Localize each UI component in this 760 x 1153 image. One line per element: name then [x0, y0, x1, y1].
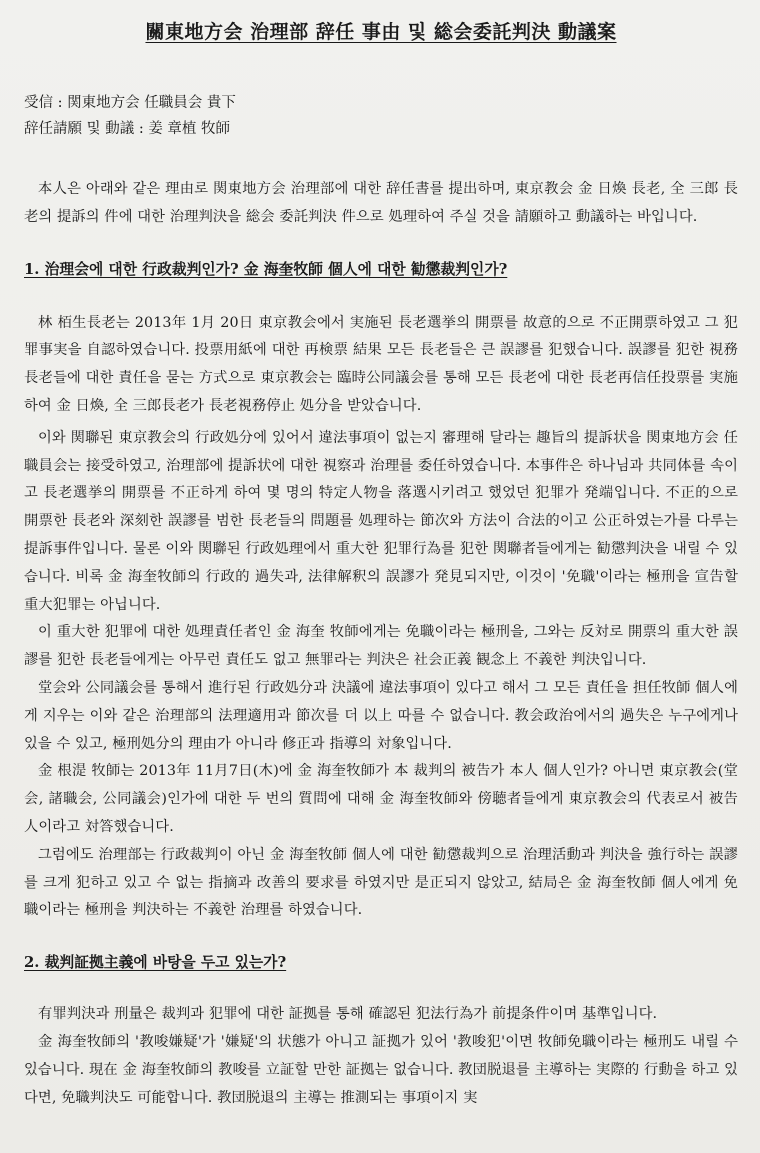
section-1-body: [24, 310, 738, 926]
section-2-paragraph: 金 海奎牧師의 '教唆嫌疑'가 '嫌疑'의 状態가 아니고 証拠가 있어 '教唆犯'이면 牧師免職이라는 極刑도 내릴 수 있습니다. 現在 金 海奎牧師의 教唆를 立証할 만한 証拠는 없습니다. 教団脱退를 主導하는 実際的 行動을 하고 있다면, 免職判決도 可能합니다. 教団脱退의 主導는 推測되는 事項이지 実: [24, 1033, 738, 1106]
proposer-line: 辞任請願 및 動議 : 姜 章植 牧師: [24, 121, 231, 137]
recipient-line: 受信 : 関東地方会 任職員会 貴下: [24, 95, 236, 111]
section-1-paragraph: 堂会와 公同議会를 통해서 進行된 行政処分과 決議에 違法事項이 있다고 해서 그 모든 責任을 担任牧師 個人에게 지우는 이와 같은 治理部의 法理適用과 節次를 더 以上 따를 수 없습니다. 教会政治에서의 過失은 누구에게나 있을 수 있고, 極刑処分의 理由가 아니라 修正과 指導의 対象입니다.: [24, 679, 738, 752]
intro-paragraph: 本人은 아래와 같은 理由로 関東地方会 治理部에 대한 辞任書를 提出하며, 東京教会 金 日煥 長老, 全 三郎 長老의 提訴의 件에 대한 治理判決을 総会 委託判決 件으로 処理하여 주실 것을 請願하고 動議하는 바입니다.: [24, 181, 738, 225]
section-2-body: [24, 1001, 738, 1112]
section-1-paragraph: 林 栢生長老는 2013年 1月 20日 東京教会에서 実施된 長老選挙의 開票를 故意的으로 不正開票하였고 그 犯罪事実을 自認하였습니다. 投票用紙에 대한 再検票 結果 모든 長老들은 큰 誤謬를 犯했습니다. 誤謬를 犯한 視務長老들에 대한 責任을 묻는 方式으로 東京教会는 臨時公同議会를 통해 모든 長老에 대한 長老再信任投票를 実施하여 金 日煥, 全 三郎長老가 長老視務停止 処分을 받았습니다.: [24, 314, 738, 414]
document-title: 關東地方会 治理部 辞任 事由 및 総会委託判決 動議案: [145, 21, 617, 43]
section-1-heading: 1. 治理会에 대한 行政裁判인가? 金 海奎牧師 個人에 대한 勧懲裁判인가?: [24, 260, 508, 278]
section-1-paragraph: 이와 関聯된 東京教会의 行政処分에 있어서 違法事項이 없는지 審理해 달라는 趣旨의 提訴状을 関東地方会 任職員会는 接受하였고, 治理部에 提訴状에 대한 視察과 治理를 委任하였습니다. 本事件은 하나님과 共同体를 속이고 長老選挙의 開票를 不正하게 하여 몇 명의 特定人物을 落選시키려고 했었던 犯罪가 発端입니다. 不正的으로 開票한 長老와 深刻한 誤謬를 범한 長老들의 問題를 処理하는 節次와 方法이 合法的이고 公正하였는가를 다루는 提訴事件입니다. 물론 이와 関聯된 行政処理에서 重大한 犯罪行為를 犯한 関聯者들에게는 勧懲判決을 내릴 수 있습니다. 비록 金 海奎牧師의 行政的 過失과, 法律解釈의 誤謬가 発見되지만, 이것이 '免職'이라는 極刑을 宣告할 重大犯罪는 아닙니다.: [24, 429, 738, 613]
section-1-paragraph: 이 重大한 犯罪에 대한 処理責任者인 金 海奎 牧師에게는 免職이라는 極刑을, 그와는 反対로 開票의 重大한 誤謬를 犯한 長老들에게는 아무런 責任도 없고 無罪라는 判決은 社会正義 観念上 不義한 判決입니다.: [24, 624, 738, 669]
document-header-meta: [24, 90, 738, 142]
section-2-heading: 2. 裁判証拠主義에 바탕을 두고 있는가?: [24, 954, 287, 972]
section-2-paragraph: 有罪判決과 刑量은 裁判과 犯罪에 대한 証拠를 통해 確認된 犯法行為가 前提条件이며 基準입니다.: [38, 1006, 658, 1023]
section-1-paragraph: 그럼에도 治理部는 行政裁判이 아닌 金 海奎牧師 個人에 대한 勧懲裁判으로 治理活動과 判決을 強行하는 誤謬를 크게 犯하고 있고 수 없는 指摘과 改善의 要求를 하였지만 是正되지 않았고, 結局은 金 海奎牧師 個人에게 免職이라는 極刑을 判決하는 不義한 治理를 하였습니다.: [24, 846, 738, 919]
section-1-paragraph: 金 根湜 牧師는 2013年 11月7日(木)에 金 海奎牧師가 本 裁判의 被告가 本人 個人인가? 아니면 東京教会(堂会, 諸職会, 公同議会)인가에 대한 두 번의 質問에 대해 金 海奎牧師와 傍聴者들에게 東京教会의 代表로서 被告人이라고 対答했습니다.: [24, 763, 738, 835]
